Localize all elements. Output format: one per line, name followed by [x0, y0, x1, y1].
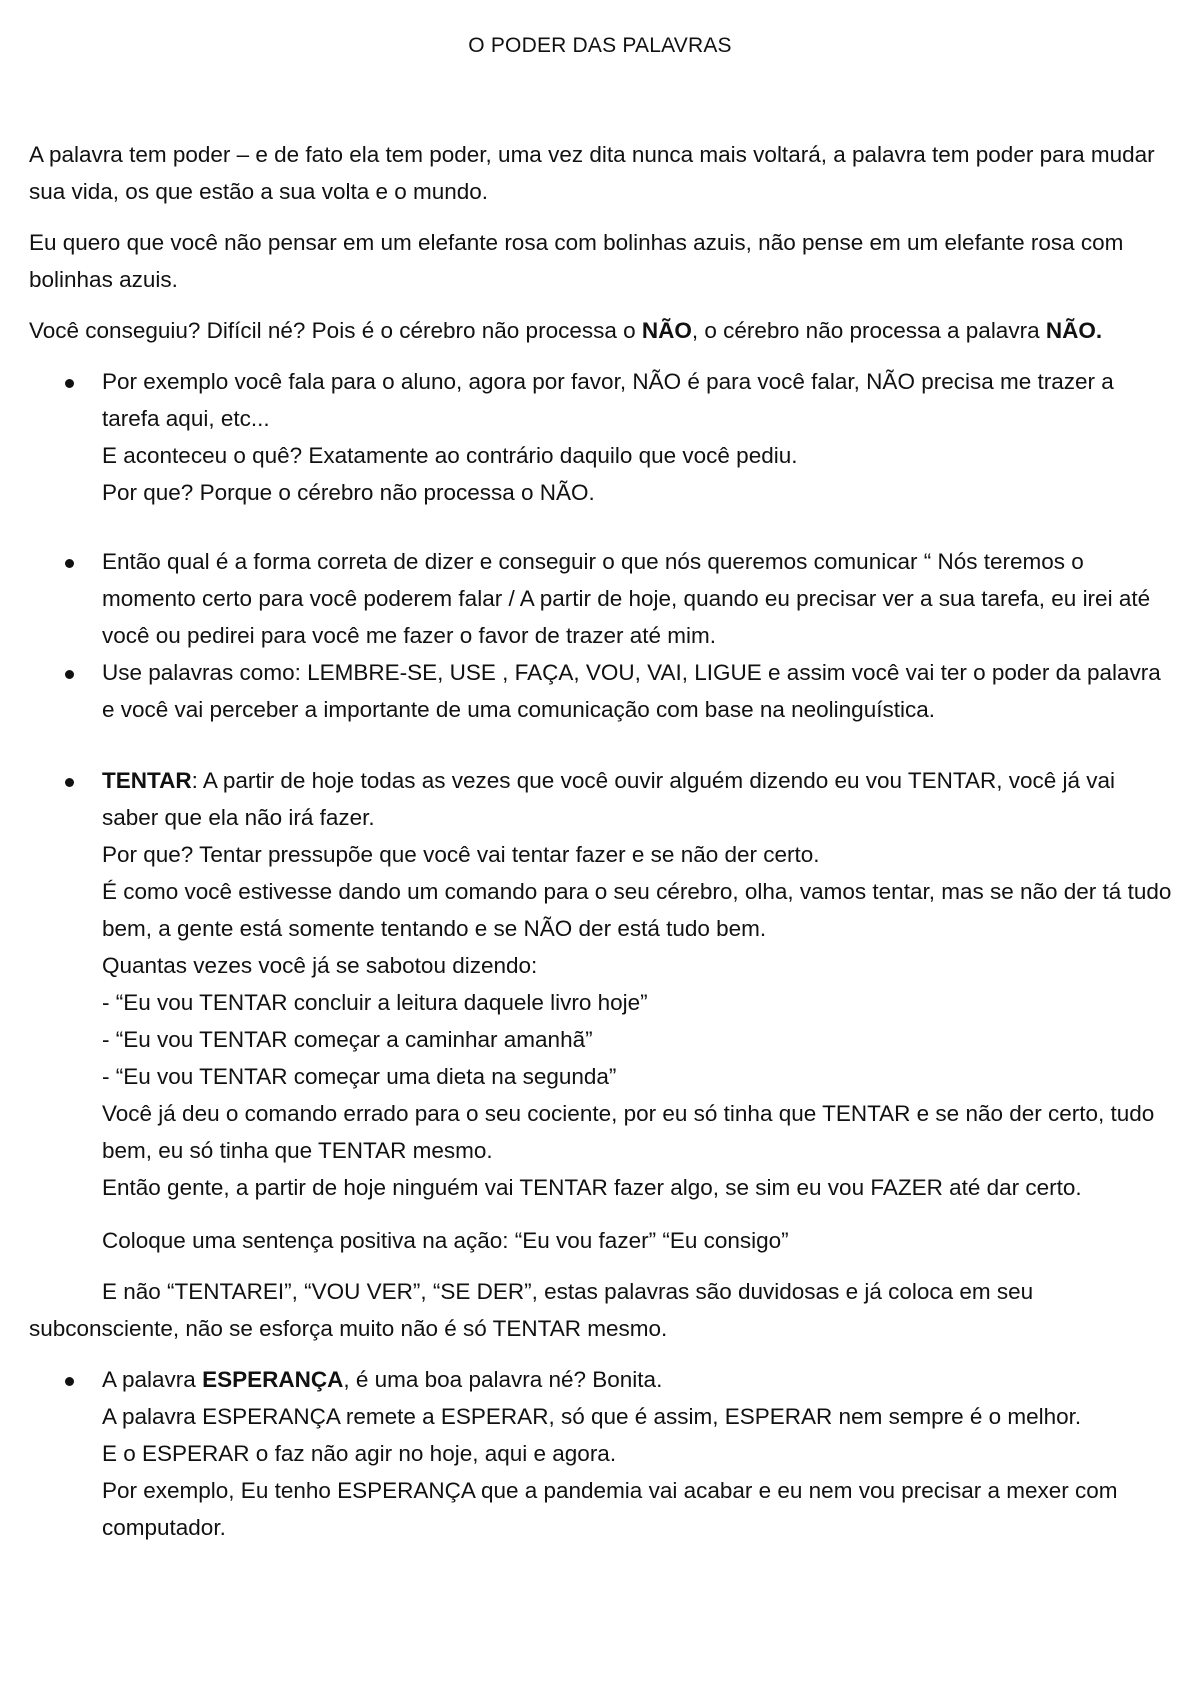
paragraph-nao-bold-1: NÃO	[641, 318, 692, 343]
bullet-item-tentar	[29, 762, 1174, 1206]
bullet-line	[102, 762, 1174, 836]
bullet-dot	[65, 670, 74, 679]
esperanca-bold: ESPERANÇA	[202, 1367, 344, 1392]
paragraph-e-nao: E não “TENTAREI”, “VOU VER”, “SE DER”, estas palavras são duvidosas e já coloca em seu subconsciente, não se esforça muito não é só TENTAR mesmo.	[29, 1279, 1034, 1341]
bullet-line: Por exemplo você fala para o aluno, agora por favor, NÃO é para você falar, NÃO precisa me trazer a tarefa aqui, etc...	[102, 369, 1114, 431]
bullet-line: E aconteceu o quê? Exatamente ao contrário daquilo que você pediu.	[102, 443, 798, 468]
bullet-dot	[65, 559, 74, 568]
bullet-line: - “Eu vou TENTAR começar uma dieta na segunda”	[102, 1064, 617, 1089]
bullet-dot	[65, 379, 74, 388]
paragraph-nao-text-c: , o cérebro não processa a palavra	[691, 318, 1046, 343]
bullet-line: E o ESPERAR o faz não agir no hoje, aqui e agora.	[102, 1441, 617, 1466]
bullet-line: Por que? Porque o cérebro não processa o NÃO.	[102, 480, 595, 505]
paragraph-nao	[29, 312, 1174, 349]
bullet-dot	[65, 1377, 74, 1386]
bullet-line: Quantas vezes você já se sabotou dizendo:	[102, 953, 538, 978]
bullet-line: Use palavras como: LEMBRE-SE, USE , FAÇA, VOU, VAI, LIGUE e assim você vai ter o poder da palavra e você vai perceber a importante de uma comunicação com base na neolinguística.	[102, 660, 1161, 722]
paragraph-nao-bold-2: NÃO.	[1045, 318, 1103, 343]
bullet-line: Você já deu o comando errado para o seu cociente, por eu só tinha que TENTAR e se não der certo, tudo bem, eu só tinha que TENTAR mesmo.	[102, 1101, 1155, 1163]
bullet-item-exemplo	[29, 363, 1174, 511]
bullet-item-use-palavras	[29, 654, 1174, 728]
paragraph-nao-text-a: Você conseguiu? Difícil né? Pois é o cérebro não processa o	[29, 318, 642, 343]
bullet-line: Por que? Tentar pressupõe que você vai tentar fazer e se não der certo.	[102, 842, 820, 867]
bullet-line: É como você estivesse dando um comando para o seu cérebro, olha, vamos tentar, mas se não der tá tudo bem, a gente está somente tentando e se NÃO der está tudo bem.	[102, 879, 1172, 941]
esperanca-text-b: , é uma boa palavra né? Bonita.	[343, 1367, 663, 1392]
document-title: O PODER DAS PALAVRAS	[468, 34, 732, 57]
bullet-line: - “Eu vou TENTAR concluir a leitura daquele livro hoje”	[102, 990, 648, 1015]
bullet-line: Então qual é a forma correta de dizer e conseguir o que nós queremos comunicar “ Nós teremos o momento certo para você poderem falar / A partir de hoje, quando eu precisar ver a sua tarefa, eu irei até você ou pedirei para você me fazer o favor de trazer até mim.	[102, 549, 1151, 648]
bullet-line: Então gente, a partir de hoje ninguém vai TENTAR fazer algo, se sim eu vou FAZER até dar certo.	[102, 1175, 1082, 1200]
bullet-line: - “Eu vou TENTAR começar a caminhar amanhã”	[102, 1027, 593, 1052]
tentar-bold: TENTAR	[102, 768, 192, 793]
bullet-line: A palavra ESPERANÇA remete a ESPERAR, só que é assim, ESPERAR nem sempre é o melhor.	[102, 1404, 1082, 1429]
esperanca-text-a: A palavra	[102, 1367, 203, 1392]
paragraph-intro: A palavra tem poder – e de fato ela tem poder, uma vez dita nunca mais voltará, a palavra tem poder para mudar sua vida, os que estão a sua volta e o mundo.	[29, 142, 1155, 204]
tentar-first-text: : A partir de hoje todas as vezes que você ouvir alguém dizendo eu vou TENTAR, você já vai saber que ela não irá fazer.	[102, 768, 1116, 830]
bullet-item-forma-correta	[29, 543, 1174, 654]
bullet-dot	[65, 778, 74, 787]
document-body	[29, 136, 1174, 1546]
paragraph-coloque: Coloque uma sentença positiva na ação: “Eu vou fazer” “Eu consigo”	[102, 1228, 789, 1253]
bullet-line	[102, 1361, 1174, 1398]
bullet-line: Por exemplo, Eu tenho ESPERANÇA que a pandemia vai acabar e eu nem vou precisar a mexer com computador.	[102, 1478, 1118, 1540]
paragraph-elefante: Eu quero que você não pensar em um elefante rosa com bolinhas azuis, não pense em um elefante rosa com bolinhas azuis.	[29, 230, 1124, 292]
bullet-item-esperanca	[29, 1361, 1174, 1546]
